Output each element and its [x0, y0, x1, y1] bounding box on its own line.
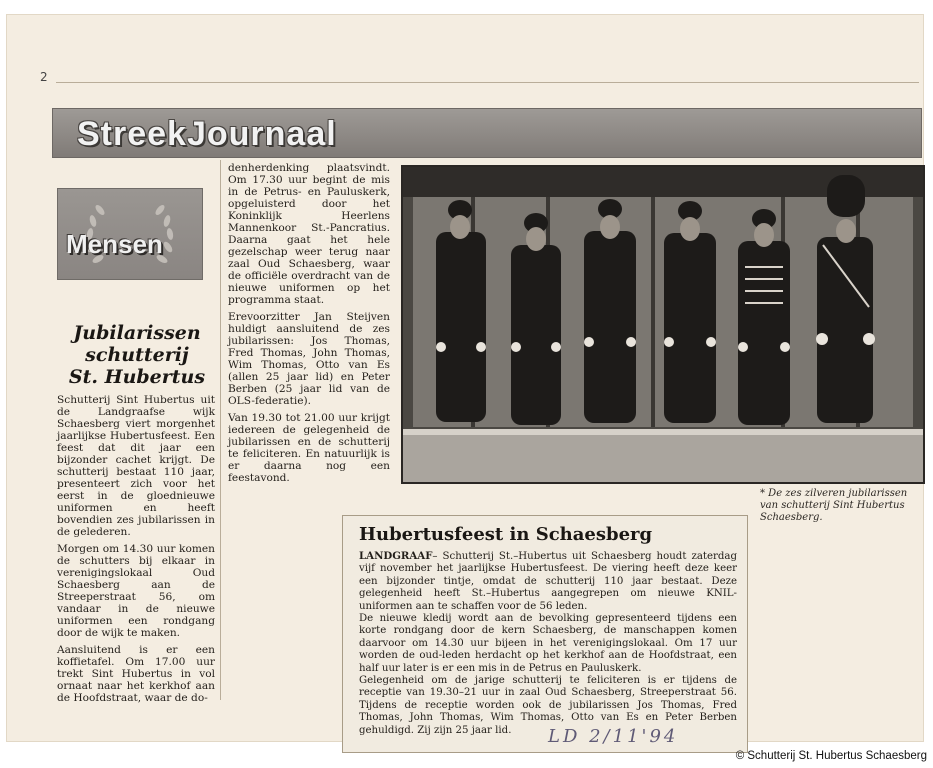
headline-line-2: schutterij	[85, 344, 189, 366]
section-title: Mensen	[66, 229, 163, 259]
article-body	[359, 550, 737, 737]
article-title: Hubertusfeest in Schaesberg	[359, 524, 653, 545]
headline-line-3: St. Hubertus	[68, 366, 206, 388]
paragraph: Erevoorzitter Jan Steijven huldigt aansluitend de zes jubilarissen: Jos Thomas, Fred Thomas, John Thomas, Wim Thomas, Otto van Es (allen 25 jaar lid) en Peter Berben (25 jaar lid van de OLS-federatie).	[228, 311, 390, 407]
paragraph-text: – Schutterij St.–Hubertus uit Schaesberg houdt zaterdag vijf november het jaarlijkse Hubertusfeest. De viering heeft deze keer een bijzonder tintje, omdat de schutterij 110 jaar bestaat. Deze gelegenheid heeft St.–Hubertus aangegrepen om nieuwe KNIL-uniformen aan te schaffen voor de 56 leden.	[359, 551, 737, 612]
section-banner	[52, 108, 922, 158]
group-photo	[401, 165, 925, 484]
mensen-section-box	[57, 188, 203, 280]
paragraph: De nieuwe kledij wordt aan de bevolking gepresenteerd tijdens een korte rondgang door de kern Schaesberg, de manschappen komen daarvoor om 14.30 uur bijeen in het verenigingslokaal. Om 17 uur worden de oud-leden herdacht op het kerkhof aan de Hoofdstraat, een half uur later is er een mis in de Petrus en Pauluskerk.	[359, 613, 737, 674]
left-column-text	[57, 394, 215, 704]
dateline: LANDGRAAF	[359, 550, 433, 562]
paragraph	[359, 550, 737, 613]
secondary-article	[342, 515, 748, 753]
paragraph: Aansluitend is er een koffietafel. Om 17.00 uur trekt Sint Hubertus in vol ornaat naar het kerkhof aan de Hoofdstraat, waar de do-	[57, 644, 215, 704]
paragraph: Van 19.30 tot 21.00 uur krijgt iedereen de gelegenheid de jubilarissen en de schutterij te feliciteren. En natuurlijk is er daarna nog een feestavond.	[228, 412, 390, 484]
copyright-notice: © Schutterij St. Hubertus Schaesberg	[735, 750, 927, 762]
headline-line-1: Jubilarissen	[73, 322, 201, 344]
photo-illustration	[403, 167, 923, 482]
banner-title: StreekJournaal	[77, 115, 337, 153]
handwritten-date: LD 2/11'94	[548, 726, 679, 747]
page-number: 2	[40, 70, 48, 84]
paragraph: Schutterij Sint Hubertus uit de Landgraafse wijk Schaesberg viert morgenhet jaarlijkse Hubertusfeest. Een feest dat dit jaar een bijzonder cachet krijgt. De schutterij bestaat 110 jaar, presenteert zich voor het eerst in de gloednieuwe uniformen en heeft bovendien zes jubilarissen in de gelederen.	[57, 394, 215, 538]
paragraph: Gelegenheid om de jarige schutterij te feliciteren is er tijdens de receptie van 19.30–21 uur in zaal Oud Schaesberg, Streeperstraat 56. Tijdens de receptie worden ook de jubilarissen Jos Thomas, Fred Thomas, John Thomas, Wim Thomas, Otto van Es en Peter Berben gehuldigd. Zij zijn 25 jaar lid.	[359, 675, 737, 736]
photo-caption: * De zes zilveren jubilarissen van schutterij Sint Hubertus Schaesberg.	[760, 488, 908, 523]
middle-column-text	[228, 162, 390, 512]
article-headline	[62, 322, 212, 388]
paragraph: Morgen om 14.30 uur komen de schutters bij elkaar in verenigingslokaal Oud Schaesberg aan de Streeperstraat 56, om vandaar in de nieuwe uniformen een rondgang door de wijk te maken.	[57, 543, 215, 639]
top-rule	[56, 82, 919, 83]
paragraph: denherdenking plaatsvindt. Om 17.30 uur begint de mis in de Petrus- en Pauluskerk, opgeluisterd door het Koninklijk Heerlens Mannenkoor St.-Pancratius. Daarna gaat het hele gezelschap weer terug naar zaal Oud Schaesberg, waar de officiële overdracht van de nieuwe uniformen op het programma staat.	[228, 162, 390, 306]
